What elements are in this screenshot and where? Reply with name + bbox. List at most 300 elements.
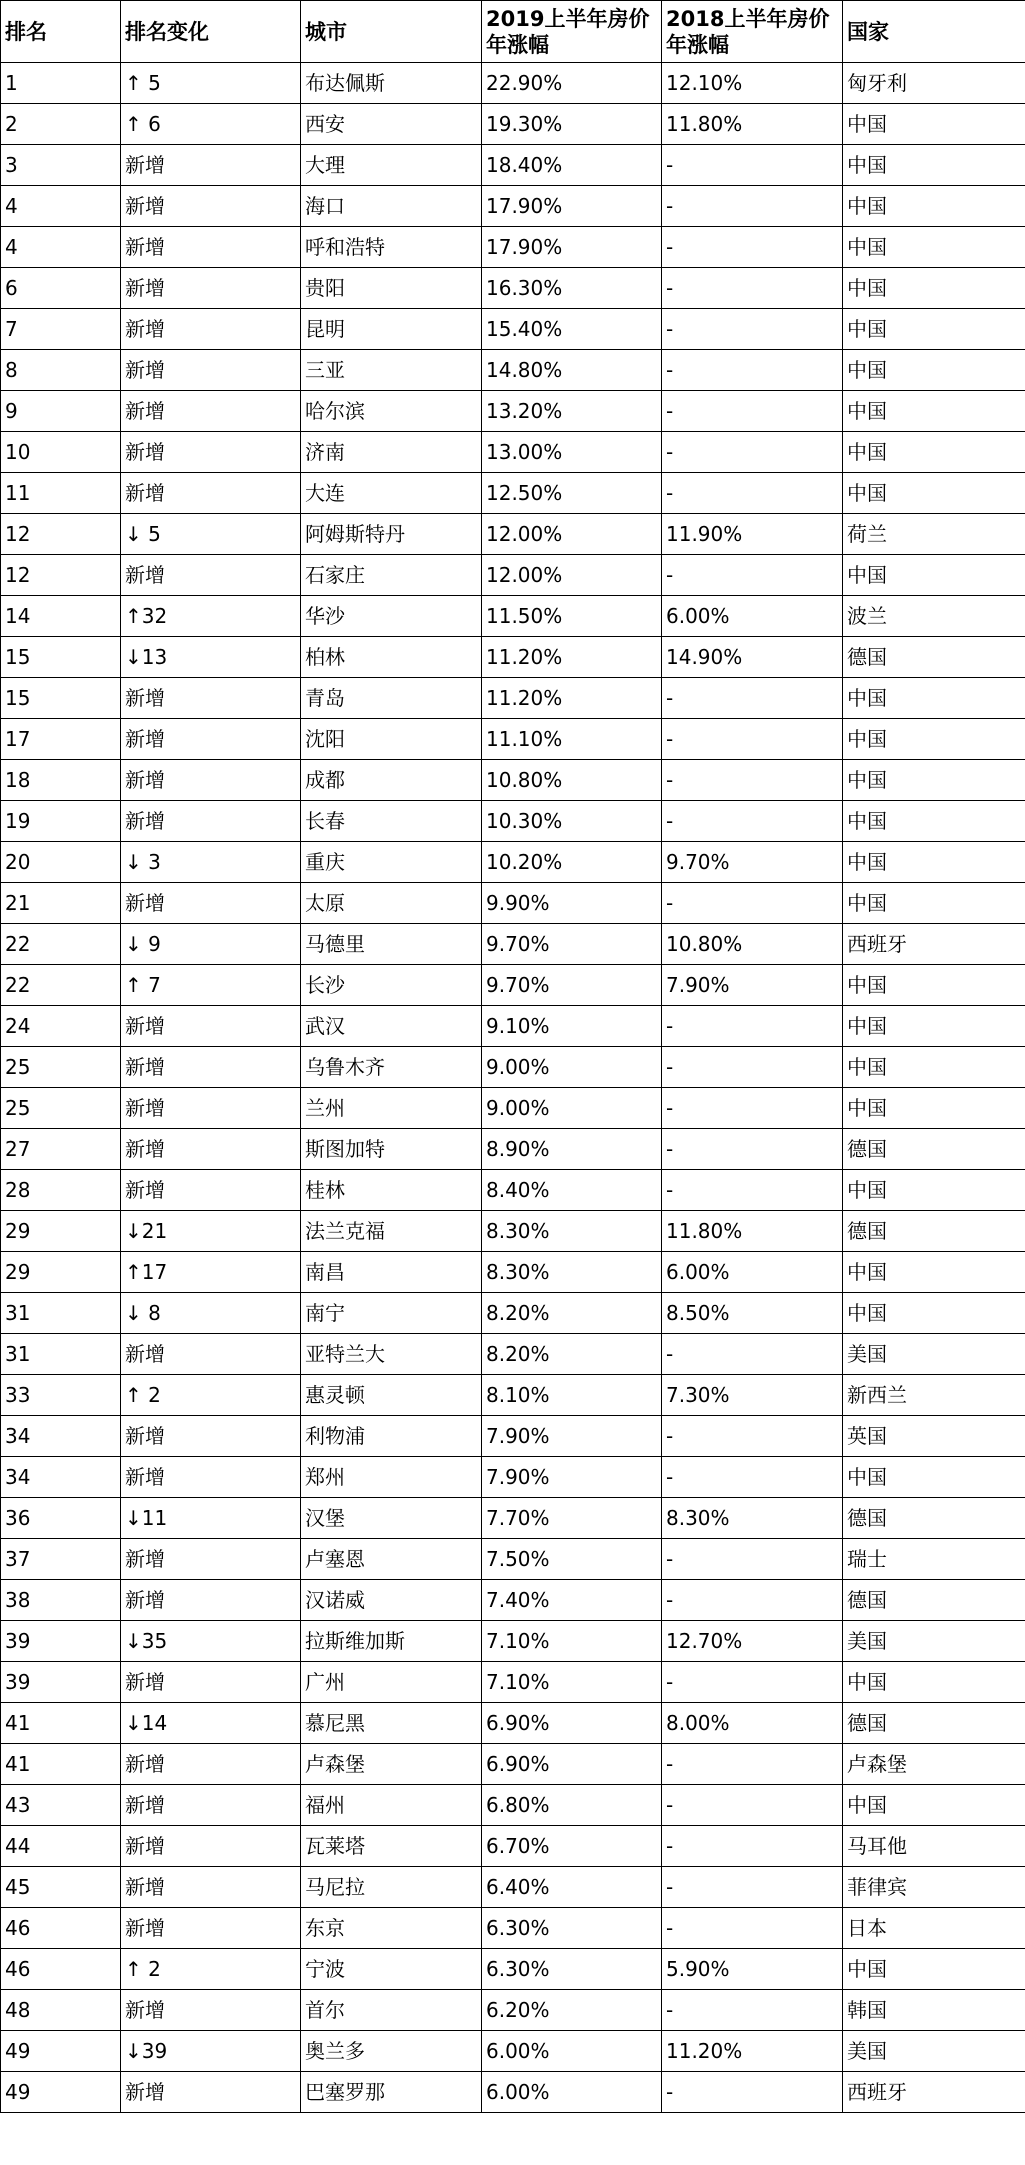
cell-2018-growth: 7.90% [662, 965, 843, 1006]
cell-2019-growth: 16.30% [482, 268, 662, 309]
cell-city: 东京 [301, 1908, 482, 1949]
table-row [1, 514, 1025, 555]
cell-country: 中国 [843, 1293, 1025, 1334]
cell-2019-growth: 14.80% [482, 350, 662, 391]
cell-2019-growth: 6.70% [482, 1826, 662, 1867]
cell-city: 拉斯维加斯 [301, 1621, 482, 1662]
cell-rank: 49 [1, 2031, 121, 2072]
cell-2019-growth: 9.00% [482, 1047, 662, 1088]
cell-country: 中国 [843, 432, 1025, 473]
cell-rank-change: ↓ 3 [121, 842, 301, 883]
cell-2019-growth: 18.40% [482, 145, 662, 186]
cell-city: 南昌 [301, 1252, 482, 1293]
cell-city: 法兰克福 [301, 1211, 482, 1252]
cell-city: 青岛 [301, 678, 482, 719]
cell-city: 石家庄 [301, 555, 482, 596]
cell-rank: 28 [1, 1170, 121, 1211]
cell-country: 中国 [843, 350, 1025, 391]
cell-rank: 39 [1, 1621, 121, 1662]
cell-city: 济南 [301, 432, 482, 473]
cell-2018-growth: - [662, 268, 843, 309]
cell-2019-growth: 6.00% [482, 2072, 662, 2113]
cell-rank: 22 [1, 924, 121, 965]
header-rank-change: 排名变化 [121, 1, 301, 63]
cell-2018-growth: - [662, 1047, 843, 1088]
cell-rank: 9 [1, 391, 121, 432]
cell-2018-growth: 8.00% [662, 1703, 843, 1744]
cell-rank: 11 [1, 473, 121, 514]
table-row [1, 2072, 1025, 2113]
cell-country: 德国 [843, 1129, 1025, 1170]
table-row [1, 1170, 1025, 1211]
cell-rank-change: 新增 [121, 350, 301, 391]
cell-rank: 18 [1, 760, 121, 801]
table-row [1, 924, 1025, 965]
cell-city: 桂林 [301, 1170, 482, 1211]
cell-2019-growth: 6.40% [482, 1867, 662, 1908]
cell-rank-change: 新增 [121, 1539, 301, 1580]
cell-2019-growth: 7.10% [482, 1662, 662, 1703]
table-row [1, 63, 1025, 104]
cell-rank-change: 新增 [121, 1416, 301, 1457]
cell-country: 中国 [843, 1457, 1025, 1498]
cell-rank-change: 新增 [121, 1006, 301, 1047]
cell-rank-change: 新增 [121, 1867, 301, 1908]
cell-city: 阿姆斯特丹 [301, 514, 482, 555]
cell-2018-growth: - [662, 1129, 843, 1170]
cell-city: 海口 [301, 186, 482, 227]
table-row [1, 350, 1025, 391]
cell-2018-growth: - [662, 1867, 843, 1908]
cell-2018-growth: - [662, 883, 843, 924]
cell-country: 卢森堡 [843, 1744, 1025, 1785]
cell-country: 中国 [843, 883, 1025, 924]
cell-2019-growth: 10.30% [482, 801, 662, 842]
cell-2019-growth: 6.90% [482, 1703, 662, 1744]
table-row [1, 883, 1025, 924]
table-row [1, 555, 1025, 596]
cell-country: 中国 [843, 965, 1025, 1006]
cell-rank-change: ↓ 8 [121, 1293, 301, 1334]
cell-city: 兰州 [301, 1088, 482, 1129]
table-row [1, 1744, 1025, 1785]
cell-rank: 10 [1, 432, 121, 473]
cell-rank: 31 [1, 1334, 121, 1375]
cell-rank-change: 新增 [121, 309, 301, 350]
cell-country: 荷兰 [843, 514, 1025, 555]
table-row [1, 1498, 1025, 1539]
cell-rank: 27 [1, 1129, 121, 1170]
cell-2018-growth: - [662, 1990, 843, 2031]
cell-rank-change: 新增 [121, 1744, 301, 1785]
cell-2018-growth: - [662, 801, 843, 842]
cell-city: 大连 [301, 473, 482, 514]
cell-rank-change: ↑ 5 [121, 63, 301, 104]
cell-country: 中国 [843, 719, 1025, 760]
cell-2018-growth: 10.80% [662, 924, 843, 965]
cell-rank-change: 新增 [121, 268, 301, 309]
cell-2019-growth: 6.30% [482, 1908, 662, 1949]
cell-city: 汉诺威 [301, 1580, 482, 1621]
cell-city: 三亚 [301, 350, 482, 391]
cell-country: 中国 [843, 268, 1025, 309]
cell-city: 太原 [301, 883, 482, 924]
cell-2019-growth: 9.70% [482, 924, 662, 965]
cell-2019-growth: 8.90% [482, 1129, 662, 1170]
cell-city: 宁波 [301, 1949, 482, 1990]
cell-2019-growth: 6.30% [482, 1949, 662, 1990]
cell-city: 郑州 [301, 1457, 482, 1498]
table-row [1, 1703, 1025, 1744]
cell-country: 新西兰 [843, 1375, 1025, 1416]
cell-city: 重庆 [301, 842, 482, 883]
table-row [1, 842, 1025, 883]
table-row [1, 1006, 1025, 1047]
cell-2019-growth: 15.40% [482, 309, 662, 350]
table-row [1, 1293, 1025, 1334]
cell-rank: 29 [1, 1211, 121, 1252]
cell-country: 日本 [843, 1908, 1025, 1949]
cell-rank: 4 [1, 227, 121, 268]
cell-rank: 14 [1, 596, 121, 637]
cell-rank-change: 新增 [121, 1580, 301, 1621]
cell-2019-growth: 22.90% [482, 63, 662, 104]
cell-city: 卢森堡 [301, 1744, 482, 1785]
cell-city: 大理 [301, 145, 482, 186]
cell-2019-growth: 7.50% [482, 1539, 662, 1580]
cell-rank-change: ↓13 [121, 637, 301, 678]
cell-2019-growth: 17.90% [482, 227, 662, 268]
cell-country: 中国 [843, 1170, 1025, 1211]
header-city: 城市 [301, 1, 482, 63]
cell-2018-growth: - [662, 1088, 843, 1129]
cell-rank-change: 新增 [121, 719, 301, 760]
cell-2018-growth: - [662, 1662, 843, 1703]
cell-rank-change: 新增 [121, 678, 301, 719]
cell-2019-growth: 6.90% [482, 1744, 662, 1785]
cell-country: 德国 [843, 1211, 1025, 1252]
cell-2018-growth: - [662, 186, 843, 227]
cell-rank-change: 新增 [121, 1088, 301, 1129]
cell-2019-growth: 12.50% [482, 473, 662, 514]
cell-2018-growth: - [662, 1334, 843, 1375]
cell-2019-growth: 8.30% [482, 1252, 662, 1293]
table-row [1, 1375, 1025, 1416]
cell-2019-growth: 8.40% [482, 1170, 662, 1211]
cell-rank-change: ↓35 [121, 1621, 301, 1662]
table-row [1, 2031, 1025, 2072]
cell-city: 昆明 [301, 309, 482, 350]
cell-city: 布达佩斯 [301, 63, 482, 104]
cell-rank: 12 [1, 514, 121, 555]
cell-rank-change: ↓ 5 [121, 514, 301, 555]
cell-2019-growth: 6.80% [482, 1785, 662, 1826]
cell-city: 哈尔滨 [301, 391, 482, 432]
cell-2018-growth: 8.50% [662, 1293, 843, 1334]
table-row [1, 1621, 1025, 1662]
cell-2019-growth: 6.20% [482, 1990, 662, 2031]
cell-city: 斯图加特 [301, 1129, 482, 1170]
cell-country: 美国 [843, 1621, 1025, 1662]
cell-rank-change: 新增 [121, 1785, 301, 1826]
cell-country: 中国 [843, 1252, 1025, 1293]
cell-country: 中国 [843, 145, 1025, 186]
cell-country: 匈牙利 [843, 63, 1025, 104]
cell-2019-growth: 7.70% [482, 1498, 662, 1539]
cell-2018-growth: - [662, 391, 843, 432]
cell-2019-growth: 8.30% [482, 1211, 662, 1252]
cell-country: 中国 [843, 309, 1025, 350]
cell-city: 卢塞恩 [301, 1539, 482, 1580]
table-row [1, 309, 1025, 350]
cell-country: 德国 [843, 637, 1025, 678]
cell-rank-change: 新增 [121, 1047, 301, 1088]
cell-rank-change: 新增 [121, 801, 301, 842]
cell-2019-growth: 13.20% [482, 391, 662, 432]
cell-2018-growth: - [662, 1826, 843, 1867]
cell-rank: 15 [1, 637, 121, 678]
table-row [1, 801, 1025, 842]
cell-rank: 34 [1, 1457, 121, 1498]
cell-rank-change: 新增 [121, 432, 301, 473]
cell-2018-growth: - [662, 1908, 843, 1949]
cell-rank: 38 [1, 1580, 121, 1621]
cell-rank-change: ↓11 [121, 1498, 301, 1539]
cell-2019-growth: 8.20% [482, 1334, 662, 1375]
cell-2018-growth: 12.10% [662, 63, 843, 104]
cell-2018-growth: - [662, 1170, 843, 1211]
cell-rank-change: ↑ 2 [121, 1949, 301, 1990]
cell-city: 首尔 [301, 1990, 482, 2031]
cell-2018-growth: - [662, 1457, 843, 1498]
cell-country: 西班牙 [843, 2072, 1025, 2113]
cell-rank: 44 [1, 1826, 121, 1867]
table-row [1, 965, 1025, 1006]
cell-2018-growth: 6.00% [662, 1252, 843, 1293]
cell-country: 中国 [843, 555, 1025, 596]
cell-2018-growth: - [662, 1006, 843, 1047]
cell-rank: 43 [1, 1785, 121, 1826]
cell-city: 贵阳 [301, 268, 482, 309]
table-row [1, 1334, 1025, 1375]
header-2019-growth: 2019上半年房价年涨幅 [482, 1, 662, 63]
cell-2018-growth: 14.90% [662, 637, 843, 678]
cell-2019-growth: 11.20% [482, 678, 662, 719]
cell-country: 瑞士 [843, 1539, 1025, 1580]
table-header [1, 1, 1025, 63]
cell-rank: 25 [1, 1047, 121, 1088]
cell-2019-growth: 8.20% [482, 1293, 662, 1334]
cell-rank: 37 [1, 1539, 121, 1580]
cell-city: 慕尼黑 [301, 1703, 482, 1744]
cell-city: 惠灵顿 [301, 1375, 482, 1416]
table-row [1, 637, 1025, 678]
cell-city: 福州 [301, 1785, 482, 1826]
cell-2019-growth: 9.90% [482, 883, 662, 924]
table-row [1, 1826, 1025, 1867]
table-row [1, 186, 1025, 227]
cell-city: 成都 [301, 760, 482, 801]
cell-rank-change: ↑ 6 [121, 104, 301, 145]
cell-rank: 34 [1, 1416, 121, 1457]
cell-city: 亚特兰大 [301, 1334, 482, 1375]
table-body [1, 63, 1025, 2113]
cell-2019-growth: 7.10% [482, 1621, 662, 1662]
cell-country: 菲律宾 [843, 1867, 1025, 1908]
cell-2019-growth: 12.00% [482, 555, 662, 596]
cell-rank-change: 新增 [121, 227, 301, 268]
cell-rank: 46 [1, 1949, 121, 1990]
cell-2019-growth: 11.10% [482, 719, 662, 760]
header-2018-growth: 2018上半年房价年涨幅 [662, 1, 843, 63]
table-row [1, 1990, 1025, 2031]
cell-rank: 7 [1, 309, 121, 350]
cell-country: 美国 [843, 1334, 1025, 1375]
table-row [1, 1129, 1025, 1170]
cell-2018-growth: 11.90% [662, 514, 843, 555]
cell-rank-change: ↑17 [121, 1252, 301, 1293]
table-row [1, 391, 1025, 432]
cell-2018-growth: 12.70% [662, 1621, 843, 1662]
cell-country: 韩国 [843, 1990, 1025, 2031]
cell-rank: 31 [1, 1293, 121, 1334]
cell-rank: 46 [1, 1908, 121, 1949]
cell-rank-change: 新增 [121, 1457, 301, 1498]
table-row [1, 596, 1025, 637]
table-row [1, 1908, 1025, 1949]
cell-country: 中国 [843, 760, 1025, 801]
cell-2019-growth: 9.70% [482, 965, 662, 1006]
cell-country: 西班牙 [843, 924, 1025, 965]
cell-rank: 15 [1, 678, 121, 719]
cell-2019-growth: 8.10% [482, 1375, 662, 1416]
table-row [1, 104, 1025, 145]
cell-rank-change: 新增 [121, 391, 301, 432]
cell-country: 中国 [843, 1949, 1025, 1990]
cell-city: 柏林 [301, 637, 482, 678]
cell-rank-change: 新增 [121, 1990, 301, 2031]
table-row [1, 145, 1025, 186]
cell-rank-change: 新增 [121, 145, 301, 186]
cell-2019-growth: 19.30% [482, 104, 662, 145]
cell-2018-growth: - [662, 1580, 843, 1621]
cell-2019-growth: 17.90% [482, 186, 662, 227]
table-row [1, 1088, 1025, 1129]
cell-2018-growth: 9.70% [662, 842, 843, 883]
cell-2018-growth: 5.90% [662, 1949, 843, 1990]
cell-city: 长沙 [301, 965, 482, 1006]
table-row [1, 1867, 1025, 1908]
header-row [1, 1, 1025, 63]
cell-2019-growth: 11.20% [482, 637, 662, 678]
cell-rank: 29 [1, 1252, 121, 1293]
cell-city: 奥兰多 [301, 2031, 482, 2072]
table-row [1, 227, 1025, 268]
cell-rank: 41 [1, 1703, 121, 1744]
table-row [1, 1580, 1025, 1621]
cell-city: 呼和浩特 [301, 227, 482, 268]
cell-city: 南宁 [301, 1293, 482, 1334]
cell-city: 马尼拉 [301, 1867, 482, 1908]
cell-country: 中国 [843, 473, 1025, 514]
cell-rank-change: ↑ 2 [121, 1375, 301, 1416]
cell-rank: 1 [1, 63, 121, 104]
cell-2018-growth: - [662, 555, 843, 596]
cell-2018-growth: - [662, 678, 843, 719]
cell-2018-growth: - [662, 760, 843, 801]
table-row [1, 1416, 1025, 1457]
cell-city: 马德里 [301, 924, 482, 965]
cell-rank-change: 新增 [121, 186, 301, 227]
cell-city: 巴塞罗那 [301, 2072, 482, 2113]
cell-rank-change: ↑ 7 [121, 965, 301, 1006]
cell-2018-growth: - [662, 473, 843, 514]
cell-2018-growth: - [662, 309, 843, 350]
cell-city: 西安 [301, 104, 482, 145]
cell-country: 中国 [843, 391, 1025, 432]
table-row [1, 678, 1025, 719]
cell-rank: 8 [1, 350, 121, 391]
cell-rank: 36 [1, 1498, 121, 1539]
cell-2019-growth: 7.40% [482, 1580, 662, 1621]
cell-rank: 3 [1, 145, 121, 186]
table-row [1, 1949, 1025, 1990]
cell-rank-change: 新增 [121, 1908, 301, 1949]
cell-2018-growth: 11.80% [662, 104, 843, 145]
cell-rank: 21 [1, 883, 121, 924]
cell-2018-growth: - [662, 350, 843, 391]
cell-city: 乌鲁木齐 [301, 1047, 482, 1088]
cell-city: 广州 [301, 1662, 482, 1703]
cell-rank-change: ↓21 [121, 1211, 301, 1252]
cell-2019-growth: 9.10% [482, 1006, 662, 1047]
cell-rank-change: ↓14 [121, 1703, 301, 1744]
cell-rank: 24 [1, 1006, 121, 1047]
table-row [1, 1457, 1025, 1498]
cell-country: 波兰 [843, 596, 1025, 637]
table-row [1, 1252, 1025, 1293]
cell-2018-growth: - [662, 145, 843, 186]
table-row [1, 1047, 1025, 1088]
cell-rank: 22 [1, 965, 121, 1006]
cell-city: 瓦莱塔 [301, 1826, 482, 1867]
table-row [1, 1539, 1025, 1580]
table-row [1, 473, 1025, 514]
cell-rank-change: 新增 [121, 1129, 301, 1170]
cell-2018-growth: 11.20% [662, 2031, 843, 2072]
cell-country: 中国 [843, 1088, 1025, 1129]
header-country: 国家 [843, 1, 1025, 63]
cell-rank: 17 [1, 719, 121, 760]
cell-city: 利物浦 [301, 1416, 482, 1457]
cell-2019-growth: 9.00% [482, 1088, 662, 1129]
cell-2019-growth: 7.90% [482, 1457, 662, 1498]
cell-2019-growth: 11.50% [482, 596, 662, 637]
cell-2018-growth: - [662, 1416, 843, 1457]
header-rank: 排名 [1, 1, 121, 63]
cell-rank: 39 [1, 1662, 121, 1703]
cell-rank: 4 [1, 186, 121, 227]
cell-rank-change: 新增 [121, 883, 301, 924]
cell-country: 德国 [843, 1703, 1025, 1744]
table-row [1, 432, 1025, 473]
cell-2018-growth: 8.30% [662, 1498, 843, 1539]
cell-rank: 49 [1, 2072, 121, 2113]
cell-rank: 48 [1, 1990, 121, 2031]
cell-rank-change: 新增 [121, 473, 301, 514]
cell-rank-change: ↑32 [121, 596, 301, 637]
cell-city: 武汉 [301, 1006, 482, 1047]
